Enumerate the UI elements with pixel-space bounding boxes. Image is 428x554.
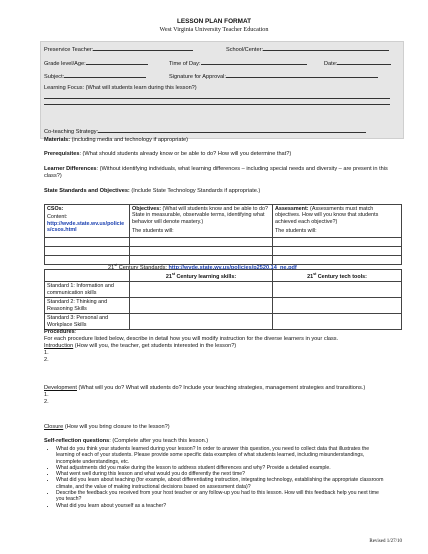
- reflection-item: • What went well during this lesson and what would you do differently the next time?: [56, 471, 388, 477]
- learning-focus-line-2[interactable]: [44, 104, 390, 105]
- coteaching-label: Co-teaching Strategy:: [44, 129, 99, 135]
- reflection-item: • What did you learn about teaching (for example, about differentiating instruction, integrating technology, establishing the appropriate classroom climate, and the value of making instructional decisions based on assessment data)?: [56, 477, 388, 490]
- revised-date: Revised 1/27/10: [369, 539, 402, 544]
- table-cell[interactable]: [130, 238, 273, 247]
- content-label: Content:: [47, 214, 68, 221]
- objectives-label: Objectives:: [132, 206, 162, 212]
- csos-label: CSOs:: [47, 206, 64, 212]
- prerequisites-section: [44, 151, 404, 158]
- closure-text: (How will you bring closure to the lesson?): [63, 424, 170, 430]
- table-cell[interactable]: [45, 238, 130, 247]
- state-standards-label: State Standards and Objectives:: [44, 188, 130, 194]
- learning-focus-label: Learning Focus: (What will students learn during this lesson?): [44, 85, 197, 91]
- time-of-day-label: Time of Day:: [169, 61, 201, 67]
- table-cell[interactable]: [273, 298, 402, 314]
- procedures-label: Procedures: [44, 329, 75, 335]
- time-of-day-field[interactable]: [169, 59, 307, 67]
- reflection-item: • Describe the feedback you received from your host teacher or any follow-up you had to this lesson. How will this feedback help you next time you teach?: [56, 490, 388, 503]
- date-field[interactable]: [324, 59, 391, 67]
- closure-label: Closure: [44, 424, 64, 430]
- reflection-item: • What do you think your students learned during your lesson? In order to answer this question, you need to collect data that illustrates the learning of each of your students. Please provide some specific data examples of what students learned, including misunderstandings, incomplete understandings, etc.: [56, 446, 388, 465]
- reflection-item: • What did you learn about yourself as a teacher?: [56, 503, 388, 509]
- page-title: LESSON PLAN FORMAT: [176, 18, 252, 25]
- objectives-cell[interactable]: [130, 205, 273, 238]
- development-section: [44, 385, 404, 406]
- objectives-table: [44, 204, 402, 265]
- development-text: (What will you do? What will students do? Include your teaching strategies, management strategies and transitions.): [76, 385, 366, 391]
- reflection-text: : (Complete after you teach this lesson.): [109, 438, 209, 444]
- table-cell[interactable]: [130, 298, 273, 314]
- signature-label: Signature for Approval:: [169, 74, 226, 80]
- century-standards-link[interactable]: http://wvde.state.wv.us/policies/p2520.14_ne.pdf: [168, 264, 297, 271]
- reflection-list: [44, 446, 388, 509]
- table-cell[interactable]: [130, 282, 273, 298]
- content-link[interactable]: http://wvde.state.wv.us/policies/csos.html: [47, 220, 125, 234]
- signature-field[interactable]: [169, 72, 378, 80]
- date-label: Date:: [324, 61, 338, 67]
- learner-differences-text: : (Without identifying individuals, what learning differences – including special needs and diversity – are present in this class?): [44, 166, 388, 179]
- coteaching-field[interactable]: [44, 127, 366, 135]
- reflection-heading: [44, 438, 404, 445]
- closure-section: [44, 424, 404, 431]
- prerequisites-text: : (What should students already know or be able to do? How will you determine that?): [79, 151, 292, 157]
- subject-field[interactable]: [44, 72, 146, 80]
- assessment-cell[interactable]: [273, 205, 402, 238]
- reflection-list-container: [44, 446, 388, 509]
- prerequisites-label: Prerequisites: [44, 151, 80, 157]
- objectives-students: The students will:: [132, 228, 174, 235]
- introduction-item-2[interactable]: 2.: [44, 357, 49, 363]
- page-subtitle: West Virginia University Teacher Education: [159, 26, 269, 33]
- standard-1-cell: Standard 1: Information and communication skills: [45, 282, 130, 298]
- introduction-item-1[interactable]: 1.: [44, 350, 49, 356]
- introduction-text: (How will you, the teacher, get students interested in the lesson?): [73, 343, 237, 349]
- preservice-teacher-field[interactable]: [44, 45, 193, 53]
- materials-section: [44, 137, 404, 144]
- state-standards-section: [44, 188, 404, 195]
- reflection-label: Self-reflection questions: [44, 438, 110, 444]
- objectives-text: (What will students know and be able to do? State in measurable, observable terms, identifying what behavior will denote mastery.): [132, 206, 269, 225]
- school-center-label: School/Center:: [226, 47, 264, 53]
- development-item-1[interactable]: 1.: [44, 392, 49, 398]
- preservice-teacher-label: Preservice Teacher:: [44, 47, 94, 53]
- development-label: Development: [44, 385, 77, 391]
- development-item-2[interactable]: 2.: [44, 399, 49, 405]
- learner-differences-label: Learner Differences: [44, 166, 97, 172]
- state-standards-text: (Include State Technology Standards if appropriate.): [129, 188, 261, 194]
- assessment-label: Assessment:: [275, 206, 309, 212]
- table-cell[interactable]: [45, 247, 130, 256]
- assessment-students: The students will:: [275, 228, 317, 235]
- table-cell[interactable]: [45, 270, 130, 282]
- subject-label: Subject:: [44, 74, 65, 80]
- table-cell[interactable]: [273, 238, 402, 247]
- reflection-item: • What adjustments did you make during the lesson to address student differences and why? Provide a detailed example.: [56, 465, 388, 471]
- learner-differences-section: [44, 166, 404, 180]
- standard-2-cell: Standard 2: Thinking and Reasoning Skills: [45, 298, 130, 314]
- grade-level-label: Grade level/Age:: [44, 61, 86, 67]
- learning-focus-line-1[interactable]: [44, 98, 390, 99]
- procedures-section: Procedures: For each procedure listed below, describe in detail how you will modify instruction for the diverse learners in your class. Introduction (How will you, the teacher, get students interested in the lesson?) 1. 2.: [44, 329, 404, 364]
- table-cell[interactable]: [273, 314, 402, 330]
- century-learning-skills-header: 21st Century learning skills:: [130, 270, 273, 282]
- table-cell[interactable]: [130, 314, 273, 330]
- standard-3-cell: Standard 3: Personal and Workplace Skills: [45, 314, 130, 330]
- procedures-text: For each procedure listed below, describe in detail how you will modify instruction for the diverse learners in your class.: [44, 336, 339, 342]
- materials-text: (including media and technology if appropriate): [70, 137, 188, 143]
- materials-label: Materials:: [44, 137, 71, 143]
- grade-level-field[interactable]: [44, 59, 148, 67]
- table-cell[interactable]: [273, 282, 402, 298]
- assessment-text: (Assessments must match objectives. How will you know that students achieved each objective?): [275, 206, 379, 225]
- century-tech-tools-header: 21st Century tech tools:: [273, 270, 402, 282]
- introduction-label: Introduction: [44, 343, 74, 349]
- csos-cell[interactable]: [45, 205, 130, 238]
- table-cell[interactable]: [273, 247, 402, 256]
- table-cell[interactable]: [130, 247, 273, 256]
- century-standards-heading: 21st Century Standards: http://wvde.state.wv.us/policies/p2520.14_ne.pdf: [108, 263, 297, 271]
- century-table: [44, 269, 402, 330]
- school-center-field[interactable]: [226, 45, 389, 53]
